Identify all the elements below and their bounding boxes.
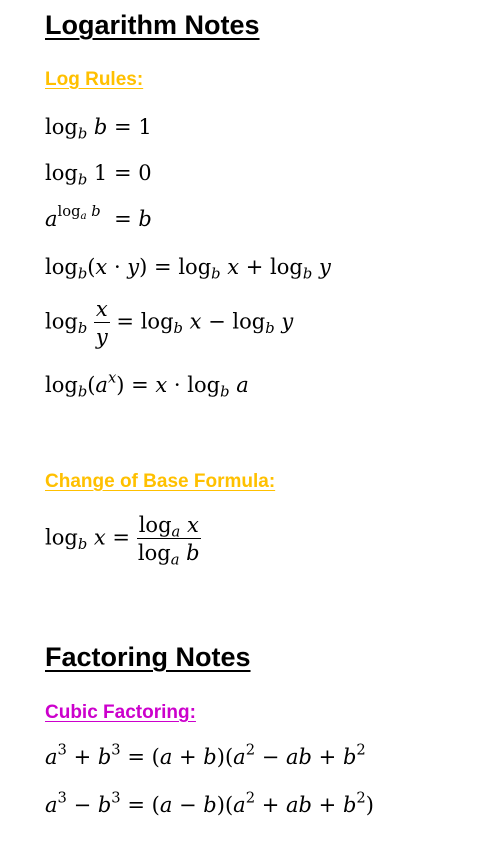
fraction-change-of-base: $\frac{\log_a x}{\log_a b}$	[137, 513, 200, 569]
sum-of-cubes-formula: $a^3 + b^3 = (a + b)(a^2$ − ab + $b^2$	[45, 741, 366, 769]
rule-product: $\log_b(x \cdot y) = \log_b x + \log_b y$	[45, 255, 331, 283]
difference-of-cubes-formula: $a^3 - b^3 = (a - b)(a^2$ + ab + $b^2$)	[45, 789, 374, 817]
factoring-title: Factoring Notes	[45, 642, 251, 672]
rule-log-of-one: $\log_b 1 = 0$	[45, 161, 152, 189]
rule-quotient: $\log_b$ $\frac{x}{y}$ = $\log_b x - \log_b y$	[45, 297, 294, 350]
page-title: Logarithm Notes	[45, 10, 260, 40]
change-of-base-heading: Change of Base Formula:	[45, 471, 276, 492]
rule-log-base-itself: $\log_b b = 1$	[45, 115, 152, 143]
rule-inverse-exponent: $a^{log_a b} = b$	[45, 203, 152, 231]
log-rules-heading: Log Rules:	[45, 69, 144, 90]
cubic-factoring-heading: Cubic Factoring:	[45, 702, 196, 723]
rule-power: $\log_b(a^x) = x \cdot \log_b a$	[45, 369, 249, 401]
change-of-base-formula: $\log_b x$ = $\frac{\log_a x}{\log_a b}$	[45, 513, 200, 569]
fraction-x-over-y: $\frac{x}{y}$	[95, 297, 108, 350]
